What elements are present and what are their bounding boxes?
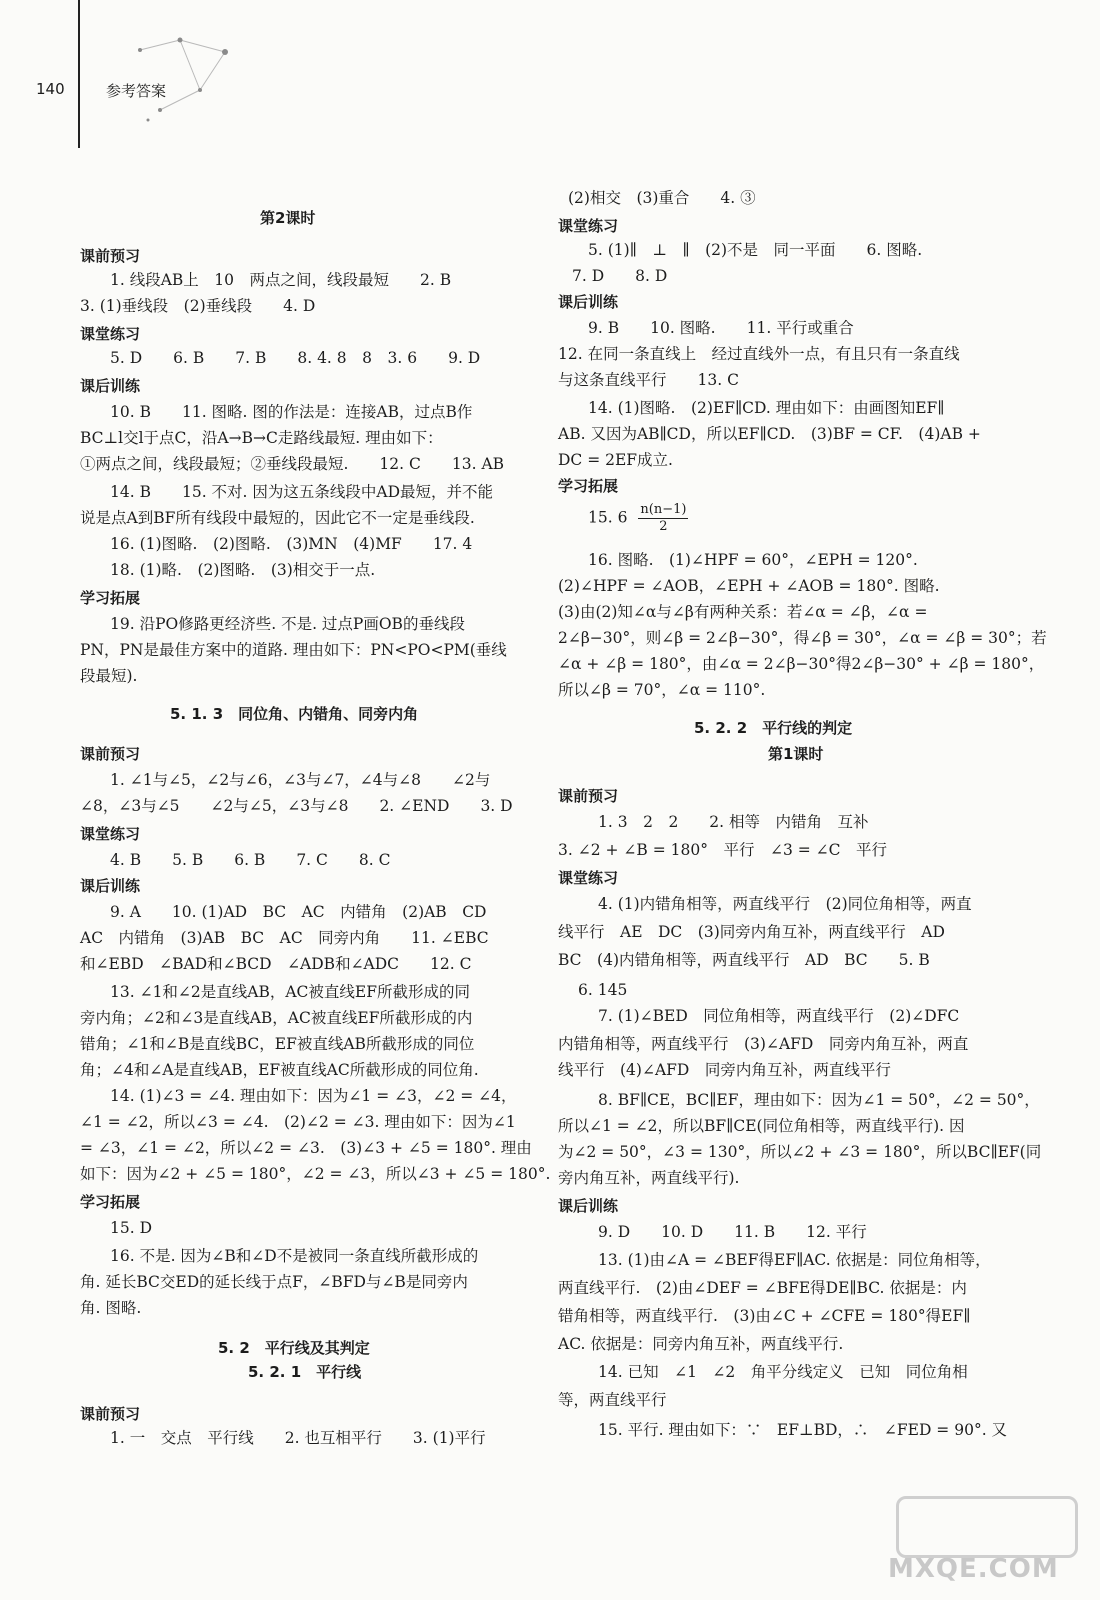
answer-line: 9. B 10. 图略. 11. 平行或重合 — [588, 319, 854, 337]
answer-line: (2)相交 (3)重合 4. ③ — [568, 189, 756, 207]
answer-line: 16. 不是. 因为∠B和∠D不是被同一条直线所截形成的 — [110, 1247, 479, 1265]
answer-line: 为∠2 = 50°，∠3 = 130°，所以∠2 + ∠3 = 180°，所以BC∥EF(同 — [558, 1143, 1042, 1161]
answer-line: 6. 145 — [578, 981, 628, 999]
answer-line: 线平行 AE DC (3)同旁内角互补，两直线平行 AD — [558, 923, 945, 941]
answer-line: 等，两直线平行 — [558, 1391, 667, 1409]
answer-line: 角. 图略. — [80, 1299, 142, 1317]
answer-line: (2)∠HPF = ∠AOB，∠EPH + ∠AOB = 180°. 图略. — [558, 577, 940, 595]
answer-line: ∠8，∠3与∠5 ∠2与∠5，∠3与∠8 2. ∠END 3. D — [80, 797, 513, 815]
answer-line: PN，PN是最佳方案中的道路. 理由如下：PN<PO<PM(垂线 — [80, 641, 507, 659]
answer-line: 18. (1)略. (2)图略. (3)相交于一点. — [110, 561, 376, 579]
answer-line: AB. 又因为AB∥CD，所以EF∥CD. (3)BF = CF. (4)AB + — [558, 425, 981, 443]
section-heading: 5. 1. 3 同位角、内错角、同旁内角 — [170, 705, 419, 723]
section-heading: 第2课时 — [260, 209, 316, 227]
answer-line: 10. B 11. 图略. 图的作法是：连接AB，过点B作 — [110, 403, 473, 421]
answer-line: 8. BF∥CE，BC∥EF，理由如下：因为∠1 = 50°，∠2 = 50°， — [598, 1091, 1040, 1109]
answer-line: 角. 延长BC交ED的延长线于点F，∠BFD与∠B是同旁内 — [80, 1273, 468, 1291]
answer-line: ①两点之间，线段最短；②垂线段最短. 12. C 13. AB — [80, 455, 505, 473]
section-heading: 第1课时 — [768, 745, 824, 763]
fraction-denominator: 2 — [659, 519, 668, 534]
decoration-constellation-icon — [120, 10, 260, 130]
fraction — [638, 502, 688, 535]
section-heading: 学习拓展 — [558, 477, 619, 495]
answer-line: 内错角相等，两直线平行 (3)∠AFD 同旁内角互补，两直 — [558, 1035, 969, 1053]
answer-line: 9. A 10. (1)AD BC AC 内错角 (2)AB CD — [110, 903, 487, 921]
answer-15-formula — [588, 502, 688, 535]
section-heading: 课堂练习 — [558, 217, 619, 235]
header-divider — [78, 0, 80, 148]
answer-line: 旁内角互补，两直线平行). — [558, 1169, 740, 1187]
answer-line: 2∠β−30°，则∠β = 2∠β−30°，得∠β = 30°，∠α = ∠β = 30°；若 — [558, 629, 1047, 647]
section-heading: 课前预习 — [558, 787, 619, 805]
section-heading: 5. 2 平行线及其判定 — [218, 1339, 370, 1357]
section-heading: 课前预习 — [80, 247, 141, 265]
answer-line: BC (4)内错角相等，两直线平行 AD BC 5. B — [558, 951, 930, 969]
answer-line: ∠1 = ∠2，所以∠3 = ∠4. (2)∠2 = ∠3. 理由如下：因为∠1 — [80, 1113, 516, 1131]
answer-line: 4. (1)内错角相等，两直线平行 (2)同位角相等，两直 — [598, 895, 972, 913]
section-heading: 课后训练 — [80, 877, 141, 895]
answer-line: 14. (1)∠3 = ∠4. 理由如下：因为∠1 = ∠3，∠2 = ∠4， — [110, 1087, 517, 1105]
section-heading: 5. 2. 2 平行线的判定 — [694, 719, 853, 737]
section-heading: 学习拓展 — [80, 1193, 141, 1211]
answer-line: 14. B 15. 不对. 因为这五条线段中AD最短，并不能 — [110, 483, 494, 501]
section-heading: 课堂练习 — [80, 825, 141, 843]
answer-line: 7. (1)∠BED 同位角相等，两直线平行 (2)∠DFC — [598, 1007, 960, 1025]
answer-line: 7. D 8. D — [572, 267, 668, 285]
section-heading: 学习拓展 — [80, 589, 141, 607]
answer-line: 13. ∠1和∠2是直线AB，AC被直线EF所截形成的同 — [110, 983, 470, 1001]
answer-line: 15. D — [110, 1219, 153, 1237]
answer-line: 旁内角；∠2和∠3是直线AB，AC被直线EF所截形成的内 — [80, 1009, 473, 1027]
watermark-site: MXQE.COM — [888, 1554, 1059, 1584]
answer-line: 说是点A到BF所有线段中最短的，因此它不一定是垂线段. — [80, 509, 475, 527]
answer-line: 4. B 5. B 6. B 7. C 8. C — [110, 851, 391, 869]
page-header — [0, 0, 300, 150]
answer-line: 9. D 10. D 11. B 12. 平行 — [598, 1223, 867, 1241]
answer-line: 和∠EBD ∠BAD和∠BCD ∠ADB和∠ADC 12. C — [80, 955, 472, 973]
answer-line: AC 内错角 (3)AB BC AC 同旁内角 11. ∠EBC — [80, 929, 489, 947]
answer-line: 12. 在同一条直线上 经过直线外一点，有且只有一条直线 — [558, 345, 960, 363]
answer-line: AC. 依据是：同旁内角互补，两直线平行. — [558, 1335, 844, 1353]
answer-line: 16. 图略. (1)∠HPF = 60°，∠EPH = 120°. — [588, 551, 918, 569]
answer-line: 1. 一 交点 平行线 2. 也互相平行 3. (1)平行 — [110, 1429, 486, 1447]
section-heading: 5. 2. 1 平行线 — [248, 1363, 362, 1381]
answer-line: 与这条直线平行 13. C — [558, 371, 739, 389]
answer-line: (3)由(2)知∠α与∠β有两种关系：若∠α = ∠β，∠α = — [558, 603, 928, 621]
section-heading: 课后训练 — [80, 377, 141, 395]
section-heading: 课后训练 — [558, 293, 619, 311]
section-heading: 课后训练 — [558, 1197, 619, 1215]
watermark — [888, 1496, 1078, 1596]
answer-line: 所以∠β = 70°，∠α = 110°. — [558, 681, 766, 699]
answer-line: 1. 线段AB上 10 两点之间，线段最短 2. B — [110, 271, 452, 289]
answer-line: DC = 2EF成立. — [558, 451, 673, 469]
answer-line: 所以∠1 = ∠2，所以BF∥CE(同位角相等，两直线平行). 因 — [558, 1117, 965, 1135]
fraction-numerator: n(n−1) — [640, 502, 687, 517]
section-heading: 课堂练习 — [558, 869, 619, 887]
answer-line: = ∠3，∠1 = ∠2，所以∠2 = ∠3. (3)∠3 + ∠5 = 180°. 理由 — [80, 1139, 532, 1157]
answer-line: BC⊥l交l于点C，沿A→B→C走路线最短. 理由如下： — [80, 429, 443, 447]
answer-line: 1. ∠1与∠5，∠2与∠6，∠3与∠7，∠4与∠8 ∠2与 — [110, 771, 491, 789]
running-title: 参考答案 — [106, 82, 167, 100]
answer-line: 5. D 6. B 7. B 8. 4. 8 8 3. 6 9. D — [110, 349, 481, 367]
answer-line: 13. (1)由∠A = ∠BEF得EF∥AC. 依据是：同位角相等， — [598, 1251, 991, 1269]
answer-line: 错角相等，两直线平行. (3)由∠C + ∠CFE = 180°得EF∥ — [558, 1307, 971, 1325]
answer-line: 15. 平行. 理由如下：∵ EF⊥BD，∴ ∠FED = 90°. 又 — [598, 1421, 1008, 1439]
answer-line: 14. (1)图略. (2)EF∥CD. 理由如下：由画图知EF∥ — [588, 399, 945, 417]
page-number: 140 — [36, 80, 65, 98]
answer-line: 3. ∠2 + ∠B = 180° 平行 ∠3 = ∠C 平行 — [558, 841, 887, 859]
section-heading: 课堂练习 — [80, 325, 141, 343]
answer-line: 16. (1)图略. (2)图略. (3)MN (4)MF 17. 4 — [110, 535, 473, 553]
answer-line: 两直线平行. (2)由∠DEF = ∠BFE得DE∥BC. 依据是：内 — [558, 1279, 967, 1297]
answer-line: ∠α + ∠β = 180°，由∠α = 2∠β−30°得2∠β−30° + ∠β = 180°， — [558, 655, 1045, 673]
answer-line: 19. 沿PO修路更经济些. 不是. 过点P画OB的垂线段 — [110, 615, 465, 633]
answer-line: 线平行 (4)∠AFD 同旁内角互补，两直线平行 — [558, 1061, 891, 1079]
section-heading: 课前预习 — [80, 745, 141, 763]
answer-line: 3. (1)垂线段 (2)垂线段 4. D — [80, 297, 316, 315]
watermark-logo-icon — [896, 1496, 1078, 1558]
answer-line: 14. 已知 ∠1 ∠2 角平分线定义 已知 同位角相 — [598, 1363, 968, 1381]
answer-line: 错角；∠1和∠B是直线BC，EF被直线AB所截形成的同位 — [80, 1035, 475, 1053]
formula-prefix: 15. 6 — [588, 508, 628, 527]
answer-line: 如下：因为∠2 + ∠5 = 180°，∠2 = ∠3，所以∠3 + ∠5 = 180°. — [80, 1165, 551, 1183]
answer-line: 角；∠4和∠A是直线AB，EF被直线AC所截形成的同位角. — [80, 1061, 479, 1079]
answer-line: 段最短). — [80, 667, 138, 685]
answer-line: 5. (1)∥ ⊥ ∥ (2)不是 同一平面 6. 图略. — [588, 241, 923, 259]
section-heading: 课前预习 — [80, 1405, 141, 1423]
answer-line: 1. 3 2 2 2. 相等 内错角 互补 — [598, 813, 869, 831]
